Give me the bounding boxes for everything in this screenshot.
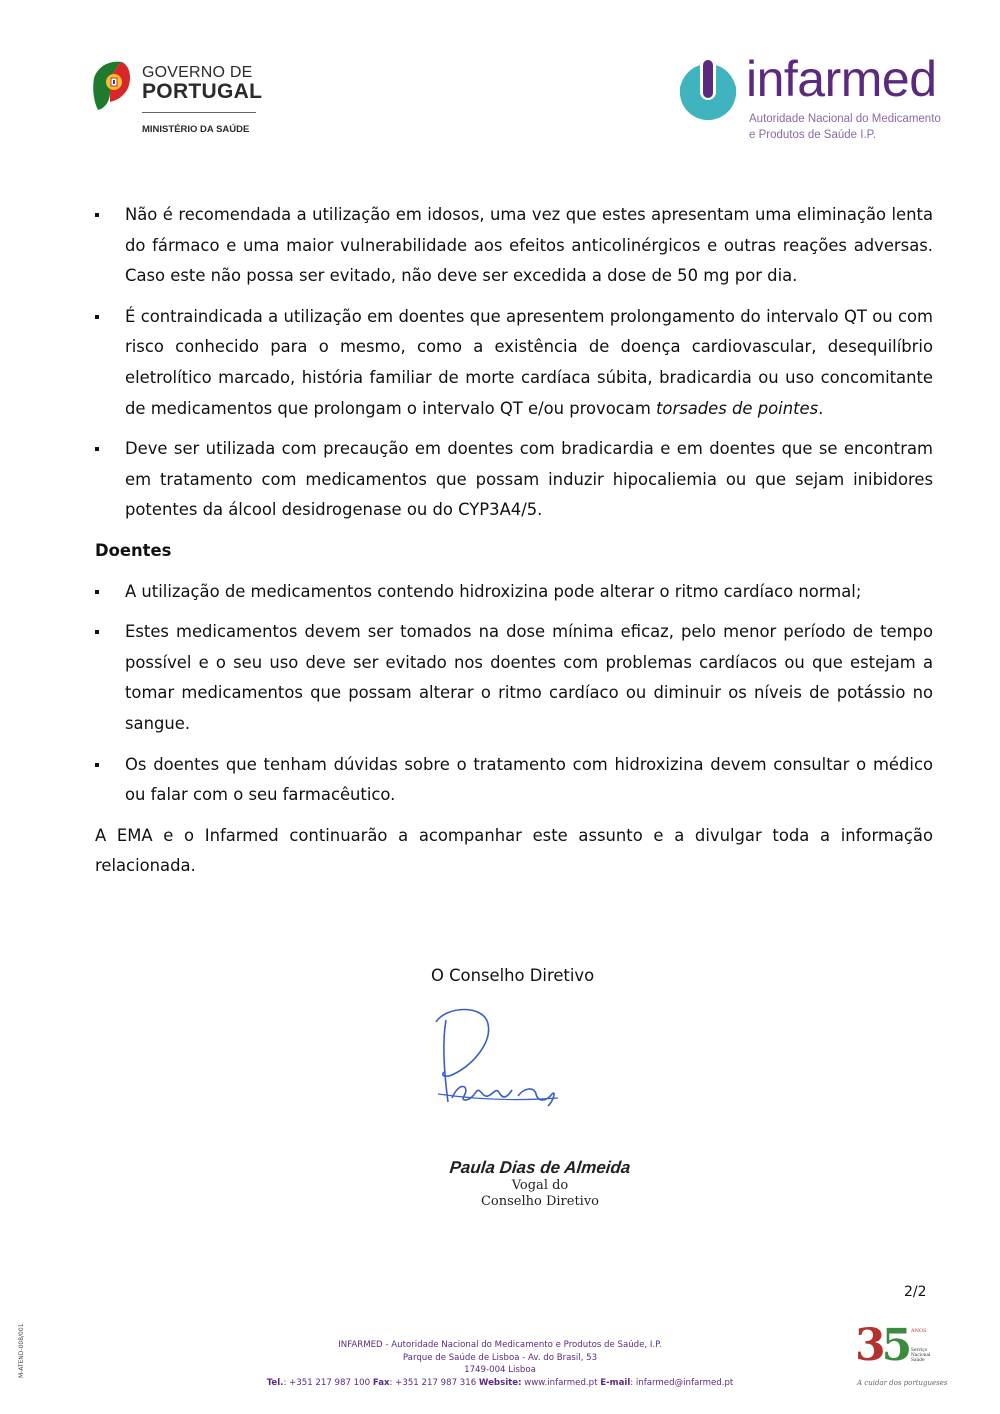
anniversary-tagline: A cuidar dos portugueses	[857, 1379, 948, 1387]
form-code: M-ATEND-008/001	[18, 1323, 25, 1378]
sns-35-anos-logo	[855, 1320, 948, 1390]
infarmed-subtitle-line2: e Produtos de Saúde I.P.	[749, 129, 877, 141]
governo-portugal-logo	[92, 56, 262, 138]
document-body	[95, 200, 933, 882]
anniversary-digit-3: 3	[855, 1320, 882, 1371]
section-heading-doentes: Doentes	[95, 540, 172, 560]
signoff-text: O Conselho Diretivo	[431, 966, 595, 985]
signature-stamp	[440, 1158, 640, 1210]
list-item	[95, 434, 933, 526]
bullet-text: Deve ser utilizada com precaução em doentes com bradicardia e em doentes que se encontram em tratamento com medicamentos que possam induzir hipocaliemia ou que sejam inibidores potentes da álcool desidrogenase ou do CYP3A4/5.	[125, 439, 933, 520]
footer-email-label: E-mail	[600, 1378, 631, 1389]
footer-line2: Parque de Saúde de Lisboa - Av. do Brasil, 53	[402, 1352, 598, 1363]
anniversary-sns: Serviço Nacional Saúde	[911, 1348, 931, 1363]
anniversary-anos: ANOS	[911, 1328, 927, 1334]
footer-website-link[interactable]: www.infarmed.pt	[521, 1378, 598, 1389]
footer-fax-label: Fax	[372, 1378, 390, 1389]
gov-logo-ministry: MINISTÉRIO DA SAÚDE	[142, 124, 250, 135]
bullet-text-part: É contraindicada a utilização em doentes que apresentem prolongamento do intervalo QT ou com risco conhecido para o mesmo, como a existência de doença cardiovascular, desequilíbrio eletrolítico marcado, história familiar de morte cardíaca súbita, bradicardia ou uso concomitante de medicamentos que prolongam o intervalo QT e/ou provocam	[125, 306, 933, 418]
gov-logo-line1: GOVERNO DE	[142, 64, 253, 81]
list-item	[95, 750, 933, 811]
footer-line1: INFARMED - Autoridade Nacional do Medicamento e Produtos de Saúde, I.P.	[338, 1340, 662, 1350]
footer-web-label: Website:	[478, 1378, 522, 1389]
footer-email-link[interactable]: : infarmed@infarmed.pt	[630, 1378, 734, 1389]
list-item	[95, 200, 933, 292]
list-item	[95, 617, 933, 739]
bullet-text: Estes medicamentos devem ser tomados na dose mínima eficaz, pelo menor período de tempo possível e o seu uso deve ser evitado nos doentes com problemas cardíacos ou que estejam a tomar medicamentos que possam alterar o ritmo cardíaco ou diminuir os níveis de potássio no sangue.	[125, 622, 933, 733]
footer-tel: : +351 217 987 100	[283, 1378, 371, 1389]
signatory-name: Paula Dias de Almeida	[448, 1158, 632, 1177]
list-item	[95, 302, 933, 424]
footer-tel-label: Tel.	[266, 1378, 284, 1389]
footer-fax: : +351 217 987 316	[389, 1378, 477, 1389]
bullet-text: A utilização de medicamentos contendo hidroxizina pode alterar o ritmo cardíaco normal;	[125, 581, 862, 601]
bullet-icon	[95, 213, 99, 217]
list-item	[95, 577, 933, 608]
bullet-text: Os doentes que tenham dúvidas sobre o tratamento com hidroxizina devem consultar o médico ou falar com o seu farmacêutico.	[125, 754, 933, 805]
bullet-icon	[95, 590, 99, 594]
footer-contacts	[230, 1377, 770, 1390]
bullet-text: Não é recomendada a utilização em idosos, uma vez que estes apresentam uma eliminação lenta do fármaco e uma maior vulnerabilidade aos efeitos anticolinérgicos e outras reações adversas. Caso este não possa ser evitado, não deve ser excedida a dose de 50 mg por dia.	[125, 205, 933, 286]
footer	[230, 1339, 770, 1390]
page-number: 2/2	[904, 1284, 927, 1300]
bullet-icon	[95, 763, 99, 767]
infarmed-wordmark: infarmed	[746, 51, 937, 107]
bullet-icon	[95, 630, 99, 634]
closing-paragraph: A EMA e o Infarmed continuarão a acompanhar este assunto e a divulgar toda a informação relacionada.	[95, 825, 933, 876]
gov-logo-line2: PORTUGAL	[142, 80, 263, 103]
bullet-icon	[95, 447, 99, 451]
infarmed-subtitle-line1: Autoridade Nacional do Medicamento	[749, 113, 941, 125]
bullet-text	[125, 302, 933, 424]
bullet-text-italic: torsades de pointes	[656, 398, 819, 418]
infarmed-mark-icon	[676, 56, 738, 124]
anniversary-digit-5: 5	[881, 1320, 909, 1371]
bullet-icon	[95, 315, 99, 319]
bullet-text-part: .	[818, 398, 824, 418]
handwritten-signature-icon	[426, 1002, 566, 1114]
gov-logo-rule	[142, 112, 256, 113]
infarmed-logo	[676, 51, 941, 150]
signatory-role-line2: Conselho Diretivo	[480, 1194, 600, 1209]
signatory-role-line1: Vogal do	[511, 1178, 569, 1193]
portugal-flag-icon	[92, 58, 132, 112]
anniversary-number	[855, 1320, 908, 1371]
footer-line3: 1749-004 Lisboa	[464, 1365, 536, 1376]
